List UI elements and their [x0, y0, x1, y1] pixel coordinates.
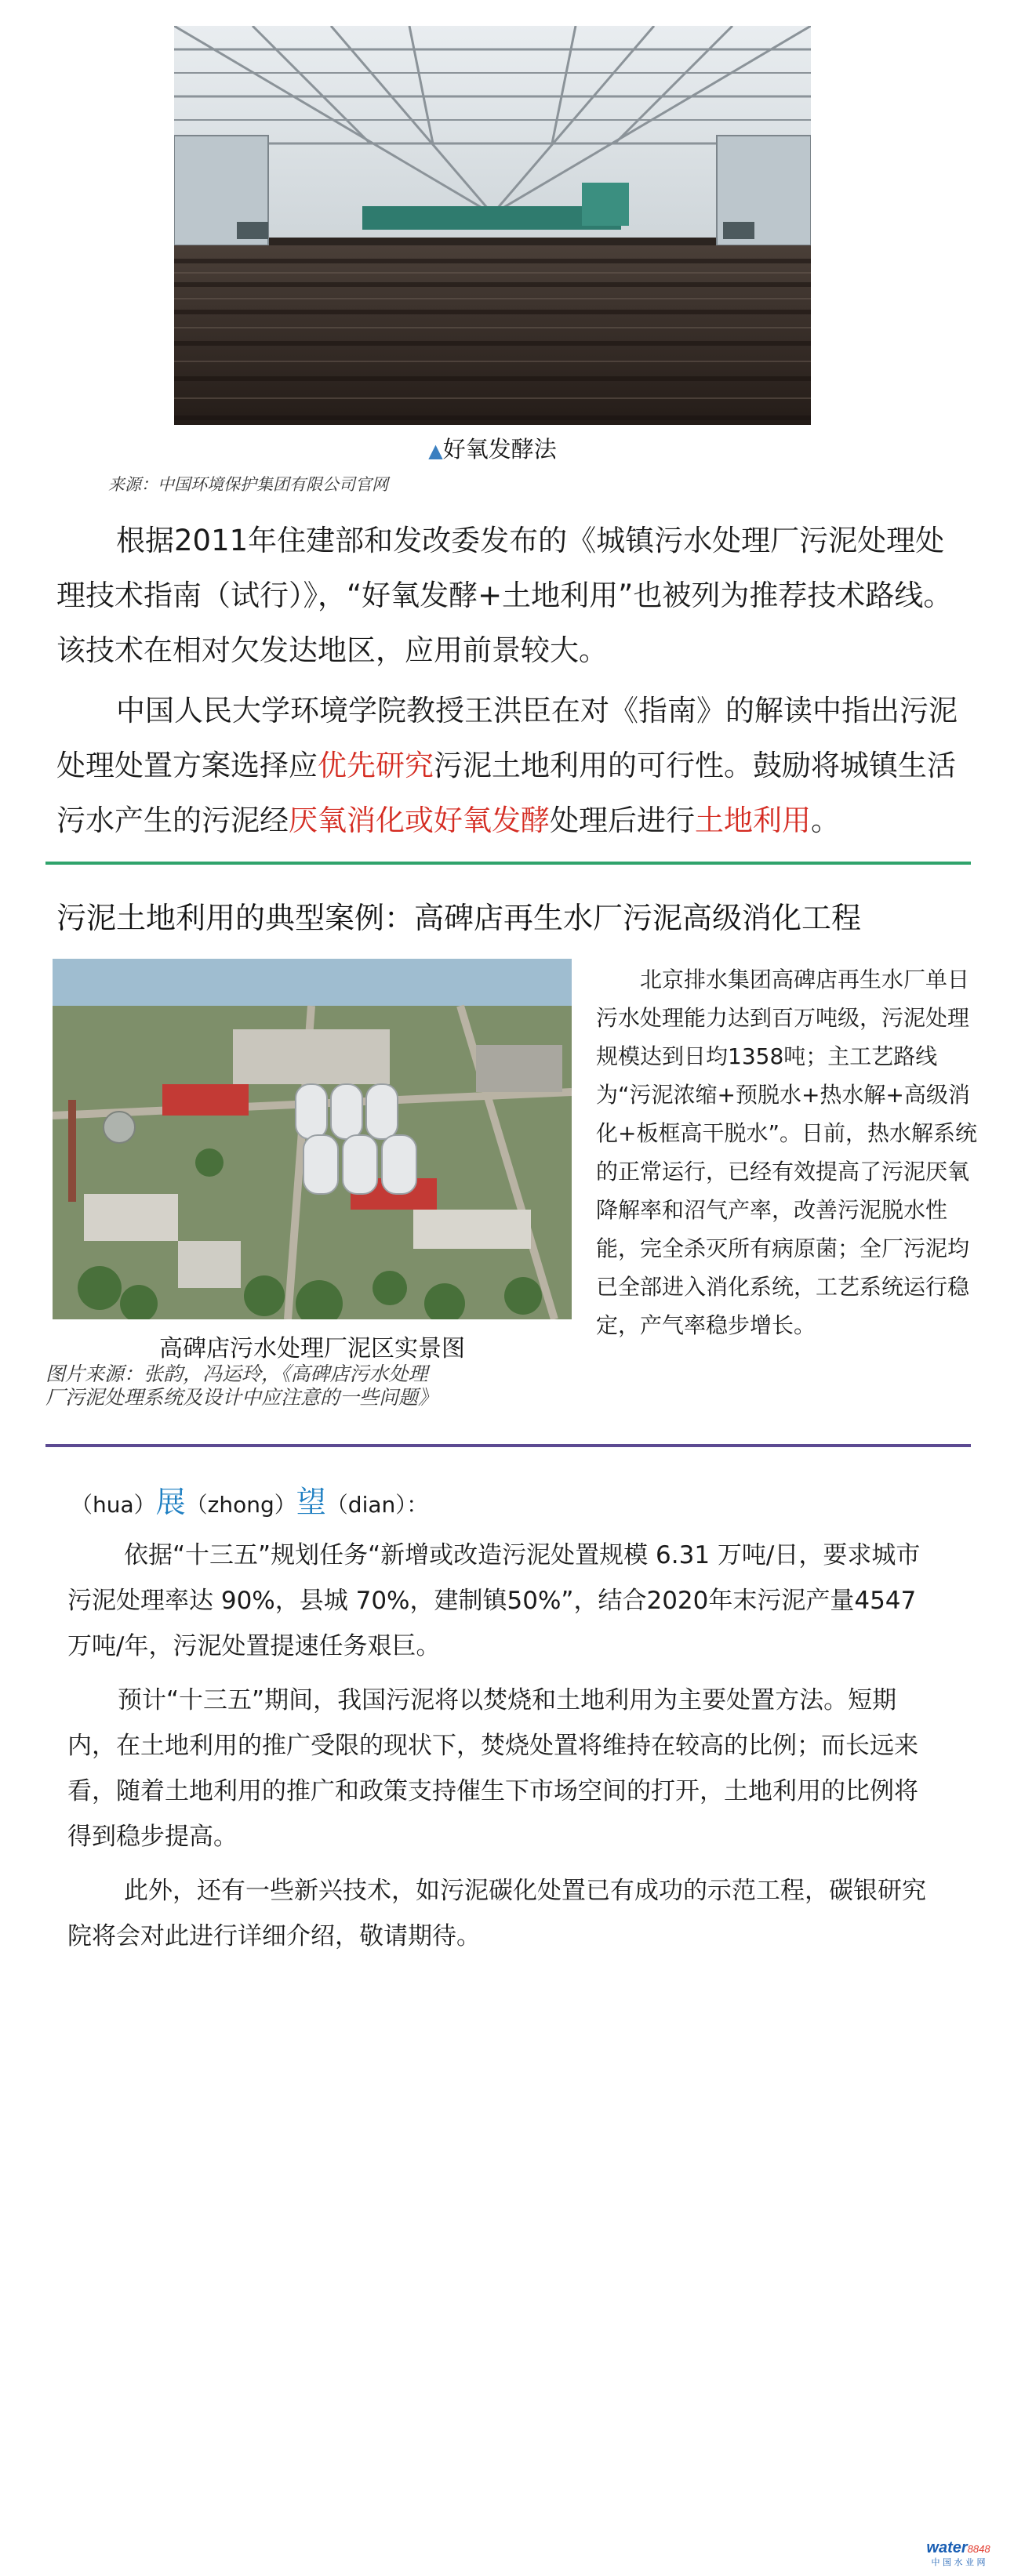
- outlook-pinyin-1: （hua）: [71, 1492, 156, 1518]
- top-photo-caption: [174, 432, 811, 464]
- logo-subtitle: 中 国 水 业 网: [931, 2557, 986, 2567]
- intro-p2-text-2: 污泥土地利用的可行性。鼓励将城镇生活污水产生的污泥经: [56, 749, 956, 837]
- intro-p2-highlight-3: 土地利用: [695, 804, 811, 837]
- outlook-paragraph-2: 预计“十三五”期间，我国污泥将以焚烧和土地利用为主要处置方法。短期内，在土地利用的推广受限的现状下，焚烧处置将维持在较高的比例；而长远来看，随着土地利用的推广和政策支持催生下市场空间的打开，土地利用的比例将得到稳步提高。: [67, 1686, 918, 1851]
- top-photo-caption-text: 好氧发酵法: [442, 436, 557, 463]
- aerobic-fermentation-photo: [174, 26, 811, 425]
- intro-p2-text-1: 中国人民大学环境学院教授王洪臣在对《指南》的解读中指出污泥处理处置方案选择应: [56, 694, 958, 782]
- outlook-pinyin-3: （dian）：: [325, 1492, 429, 1518]
- intro-p2-highlight-1: 优先研究: [318, 749, 434, 782]
- outlook-paragraph-1: 依据“十三五”规划任务“新增或改造污泥处置规模 6.31 万吨/日，要求城市污泥处理率达 90%，县城 70%，建制镇50%”，结合2020年末污泥产量4547万吨/年，污泥处置提速任务艰巨。: [67, 1541, 921, 1660]
- outlook-heading: [71, 1478, 428, 1521]
- gaobeidian-plant-photo: [53, 959, 572, 1319]
- outlook-paragraph-3: 此外，还有一些新兴技术，如污泥碳化处置已有成功的示范工程，碳银研究院将会对此进行详细介绍，敬请期待。: [67, 1877, 926, 1950]
- intro-p2-text-3: 处理后进行: [550, 804, 695, 837]
- outlook-pinyin-2: （zhong）: [185, 1492, 296, 1518]
- water8848-logo: [912, 2540, 1005, 2573]
- intro-p2-text-4: 。: [811, 804, 840, 837]
- section-divider-purple: [45, 1444, 971, 1447]
- intro-paragraph-1: 根据2011年住建部和发改委发布的《城镇污水处理厂污泥处理处理技术指南（试行）》，“好氧发酵+土地利用”也被列为推荐技术路线。该技术在相对欠发达地区，应用前景较大。: [56, 524, 953, 667]
- case-section-title: 污泥土地利用的典型案例：高碑店再生水厂污泥高级消化工程: [56, 901, 862, 935]
- outlook-char-1: 展: [155, 1485, 186, 1519]
- plant-photo-source: [45, 1362, 438, 1410]
- case-description: 北京排水集团高碑店再生水厂单日污水处理能力达到百万吨级，污泥处理规模达到日均1358吨；主工艺路线为“污泥浓缩+预脱水+热水解+高级消化+板框高干脱水”。日前，热水解系统的正常运行，已经有效提高了污泥厌氧降解率和沼气产率，改善污泥脱水性能，完全杀灭所有病原菌；全厂污泥均已全部进入消化系统，工艺系统运行稳定，产气率稳步增长。: [596, 967, 977, 1338]
- logo-number-text: 8848: [967, 2543, 990, 2555]
- intro-paragraph-2: [56, 684, 958, 848]
- plant-photo-source-line-2: 厂污泥处理系统及设计中应注意的一些问题》: [45, 1386, 438, 1409]
- plant-photo-caption: 高碑店污水处理厂泥区实景图: [159, 1335, 465, 1362]
- triangle-marker-icon: ▲: [428, 440, 443, 462]
- outlook-char-2: 望: [296, 1485, 326, 1519]
- intro-p2-highlight-2: 厌氧消化或好氧发酵: [289, 804, 550, 837]
- plant-photo-source-line-1: 图片来源：张韵，冯运玲，《高碑店污水处理: [45, 1362, 428, 1385]
- top-photo-source: 来源：中国环境保护集团有限公司官网: [108, 475, 388, 494]
- logo-main-text: water: [926, 2539, 968, 2556]
- section-divider-green: [45, 862, 971, 865]
